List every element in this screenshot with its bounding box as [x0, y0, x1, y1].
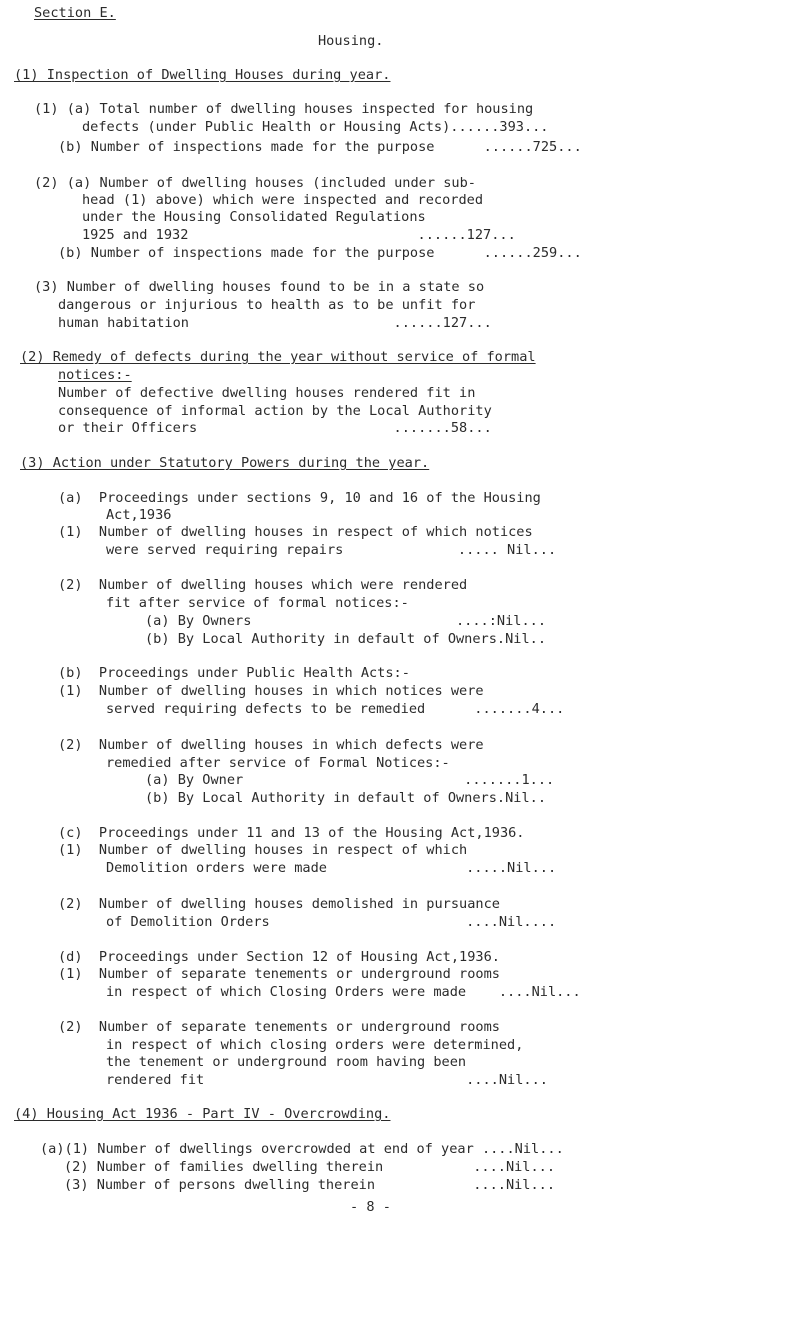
item-b2-line4: (b) By Local Authority in default of Owners.Nil..: [145, 790, 547, 806]
item-a-line1: (a) Proceedings under sections 9, 10 and 16 of the Housing: [58, 490, 541, 506]
item-a2-line2: fit after service of formal notices:-: [106, 595, 409, 611]
item-3-line2: dangerous or injurious to health as to be unfit for: [58, 297, 476, 313]
heading-inspection: (1) Inspection of Dwelling Houses during year.: [14, 67, 391, 83]
heading-remedy: (2) Remedy of defects during the year without service of formal: [20, 349, 536, 365]
item-a1-line2: were served requiring repairs ..... Nil...: [106, 542, 557, 558]
item-d1-line2: in respect of which Closing Orders were made ....Nil...: [106, 984, 581, 1000]
overcrowding-line1: (a)(1) Number of dwellings overcrowded at end of year ....Nil...: [40, 1141, 564, 1157]
item-d2-line1: (2) Number of separate tenements or underground rooms: [58, 1019, 500, 1035]
page-title: Housing.: [318, 33, 384, 49]
item-1b: (b) Number of inspections made for the purpose ......725...: [58, 139, 582, 155]
item-d1-line1: (1) Number of separate tenements or underground rooms: [58, 966, 500, 982]
item-2a-line2: head (1) above) which were inspected and recorded: [82, 192, 484, 208]
item-3-line1: (3) Number of dwelling houses found to be in a state so: [34, 279, 485, 295]
item-2b: (b) Number of inspections made for the purpose ......259...: [58, 245, 582, 261]
item-1a-line2: defects (under Public Health or Housing Acts)......393...: [82, 119, 549, 135]
item-2a-line1: (2) (a) Number of dwelling houses (included under sub-: [34, 175, 476, 191]
item-a-line2: Act,1936: [106, 507, 172, 523]
item-c2-line2: of Demolition Orders ....Nil....: [106, 914, 557, 930]
item-a1-line1: (1) Number of dwelling houses in respect of which notices: [58, 524, 533, 540]
item-c-line1: (c) Proceedings under 11 and 13 of the Housing Act,1936.: [58, 825, 525, 841]
item-3-line3: human habitation ......127...: [58, 315, 492, 331]
page-number: - 8 -: [350, 1199, 391, 1215]
item-c2-line1: (2) Number of dwelling houses demolished in pursuance: [58, 896, 500, 912]
item-d2-line4: rendered fit ....Nil...: [106, 1072, 548, 1088]
section-label: Section E.: [34, 5, 116, 21]
heading-remedy-cont: notices:-: [58, 367, 132, 383]
item-1a-line1: (1) (a) Total number of dwelling houses inspected for housing: [34, 101, 534, 117]
remedy-line2: consequence of informal action by the Local Authority: [58, 403, 492, 419]
item-d2-line2: in respect of which closing orders were determined,: [106, 1037, 524, 1053]
heading-overcrowding: (4) Housing Act 1936 - Part IV - Overcrowding.: [14, 1106, 391, 1122]
heading-statutory: (3) Action under Statutory Powers during the year.: [20, 455, 430, 471]
item-b2-line1: (2) Number of dwelling houses in which defects were: [58, 737, 484, 753]
item-d-line1: (d) Proceedings under Section 12 of Housing Act,1936.: [58, 949, 500, 965]
item-b-line1: (b) Proceedings under Public Health Acts:-: [58, 665, 410, 681]
remedy-line1: Number of defective dwelling houses rendered fit in: [58, 385, 476, 401]
item-d2-line3: the tenement or underground room having been: [106, 1054, 467, 1070]
item-b2-line3: (a) By Owner .......1...: [145, 772, 555, 788]
item-b1-line1: (1) Number of dwelling houses in which notices were: [58, 683, 484, 699]
item-2a-line3: under the Housing Consolidated Regulations: [82, 209, 426, 225]
item-a2-line4: (b) By Local Authority in default of Owners.Nil..: [145, 631, 547, 647]
item-b2-line2: remedied after service of Formal Notices:-: [106, 755, 450, 771]
overcrowding-line2: (2) Number of families dwelling therein ....Nil...: [64, 1159, 556, 1175]
item-a2-line1: (2) Number of dwelling houses which were rendered: [58, 577, 468, 593]
overcrowding-line3: (3) Number of persons dwelling therein ....Nil...: [64, 1177, 556, 1193]
item-a2-line3: (a) By Owners ....:Nil...: [145, 613, 547, 629]
item-c1-line1: (1) Number of dwelling houses in respect of which: [58, 842, 468, 858]
item-b1-line2: served requiring defects to be remedied .......4...: [106, 701, 565, 717]
item-c1-line2: Demolition orders were made .....Nil...: [106, 860, 557, 876]
remedy-line3: or their Officers .......58...: [58, 420, 492, 436]
item-2a-line4: 1925 and 1932 ......127...: [82, 227, 516, 243]
